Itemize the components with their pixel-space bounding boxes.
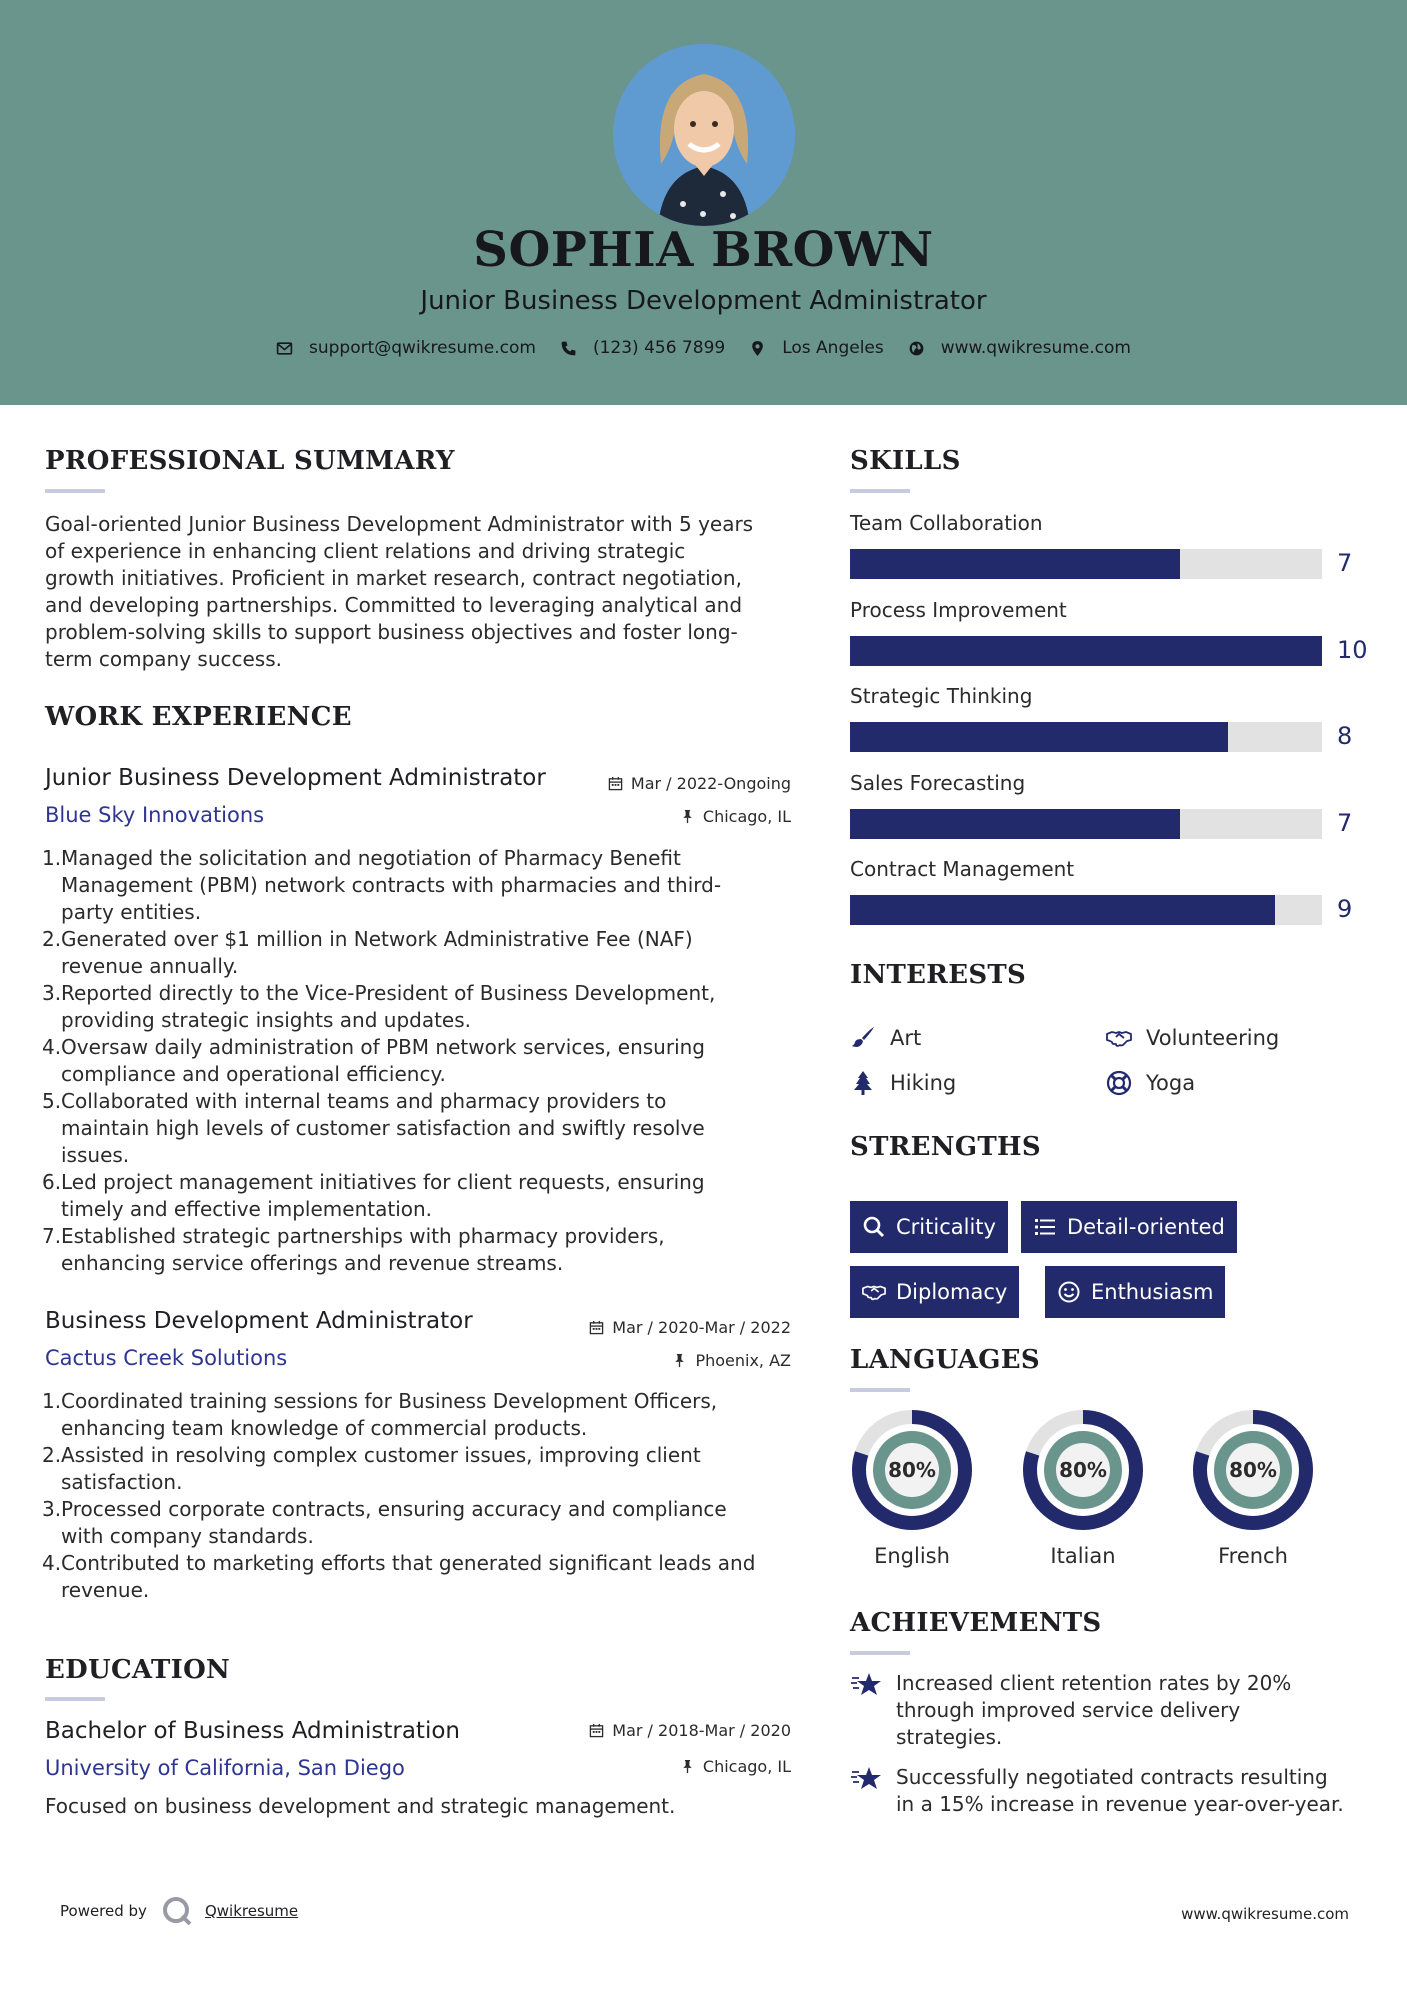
- skill-bar-fill: [850, 809, 1180, 839]
- search-icon: [862, 1215, 886, 1239]
- skill-bar-fill: [850, 636, 1322, 666]
- language-progress-ring: [1021, 1408, 1145, 1532]
- job-location-text: Phoenix, AZ: [695, 1351, 791, 1370]
- skill-value: 8: [1337, 722, 1353, 750]
- skill-bar-track: [850, 809, 1322, 839]
- education-rule: [45, 1697, 105, 1701]
- handshake-icon: [862, 1280, 886, 1304]
- job-location-text: Chicago, IL: [702, 807, 791, 826]
- summary-line: growth initiatives. Proficient in market research, contract negotiation,: [45, 566, 742, 590]
- strengths-heading: STRENGTHS: [850, 1132, 1041, 1162]
- summary-rule: [45, 489, 105, 493]
- skill-bar-track: [850, 636, 1322, 666]
- school-name: University of California, San Diego: [45, 1756, 405, 1780]
- contact-location: [749, 338, 884, 358]
- achievement-line: through improved service delivery: [896, 1698, 1241, 1722]
- language-percent: 80%: [1059, 1458, 1107, 1482]
- pushpin-icon: [672, 1353, 687, 1368]
- job-duties-list: [42, 1388, 802, 1604]
- calendar-icon: [589, 1723, 604, 1738]
- item-line: Oversaw daily administration of PBM network services, ensuring: [61, 1035, 705, 1059]
- job-dates-text: Mar / 2020-Mar / 2022: [612, 1318, 791, 1337]
- degree-title: Bachelor of Business Administration: [45, 1718, 460, 1744]
- footer-powered-by: [60, 1895, 298, 1927]
- skill-value: 7: [1337, 549, 1353, 577]
- skills-rule: [850, 489, 910, 493]
- education-description: Focused on business development and strategic management.: [45, 1794, 676, 1818]
- summary-text: [45, 511, 805, 673]
- lifebuoy-icon: [1106, 1070, 1132, 1096]
- strength-badge-detail-oriented: [1021, 1201, 1237, 1253]
- item-line: Led project management initiatives for client requests, ensuring: [61, 1170, 705, 1194]
- calendar-icon: [608, 776, 623, 791]
- item-number: 7.: [42, 1224, 62, 1248]
- globe-icon: [908, 340, 925, 357]
- contact-phone[interactable]: [560, 338, 725, 358]
- powered-by-text: Powered by: [60, 1902, 147, 1920]
- item-line: revenue.: [61, 1578, 150, 1602]
- profile-photo: [613, 44, 795, 226]
- item-line: with company standards.: [61, 1524, 314, 1548]
- education-dates: [560, 1721, 791, 1740]
- job-dates: [560, 774, 791, 793]
- item-line: Management (PBM) network contracts with pharmacies and third-: [61, 873, 722, 897]
- item-line: Assisted in resolving complex customer issues, improving client: [61, 1443, 701, 1467]
- list-item: [42, 1223, 802, 1277]
- skill-bar-track: [850, 549, 1322, 579]
- skill-bar-track: [850, 895, 1322, 925]
- language-progress-ring: [850, 1408, 974, 1532]
- strength-badge-diplomacy: [850, 1266, 1019, 1318]
- footer-website[interactable]: www.qwikresume.com: [1181, 1905, 1349, 1923]
- pushpin-icon: [680, 1759, 695, 1774]
- list-item: [42, 1169, 802, 1223]
- item-line: compliance and operational efficiency.: [61, 1062, 446, 1086]
- list-item: [42, 1388, 802, 1442]
- item-line: Reported directly to the Vice-President of Business Development,: [61, 981, 716, 1005]
- item-line: issues.: [61, 1143, 130, 1167]
- item-number: 3.: [42, 1497, 62, 1521]
- interest-label: Hiking: [890, 1071, 957, 1095]
- strength-label: Criticality: [896, 1215, 996, 1239]
- education-dates-text: Mar / 2018-Mar / 2020: [612, 1721, 791, 1740]
- item-line: Established strategic partnerships with pharmacy providers,: [61, 1224, 665, 1248]
- item-line: Coordinated training sessions for Business Development Officers,: [61, 1389, 718, 1413]
- job-title: Junior Business Development Administrator: [45, 765, 546, 791]
- education-location-text: Chicago, IL: [702, 1757, 791, 1776]
- job-duties-list: [42, 845, 802, 1277]
- interest-volunteering: [1106, 1025, 1279, 1051]
- achievement-line: Successfully negotiated contracts resulting: [896, 1765, 1328, 1789]
- skill-name: Contract Management: [850, 857, 1075, 881]
- calendar-icon: [589, 1320, 604, 1335]
- job-title: Business Development Administrator: [45, 1308, 473, 1334]
- item-line: Generated over $1 million in Network Administrative Fee (NAF): [61, 927, 693, 951]
- language-name: Italian: [1050, 1544, 1116, 1568]
- strength-badge-criticality: [850, 1201, 1008, 1253]
- item-line: Processed corporate contracts, ensuring accuracy and compliance: [61, 1497, 727, 1521]
- company-name: Cactus Creek Solutions: [45, 1346, 288, 1370]
- tree-icon: [850, 1070, 876, 1096]
- item-number: 1.: [42, 1389, 62, 1413]
- skill-bar-track: [850, 722, 1322, 752]
- paint-brush-icon: [850, 1025, 876, 1051]
- location-text: Los Angeles: [782, 338, 884, 358]
- candidate-name: SOPHIA BROWN: [473, 222, 934, 278]
- brand-link[interactable]: Qwikresume: [204, 1902, 299, 1920]
- phone-text: (123) 456 7899: [592, 338, 726, 358]
- list-item: [42, 1034, 802, 1088]
- website-text: www.qwikresume.com: [940, 338, 1131, 358]
- map-pin-icon: [749, 340, 766, 357]
- item-line: providing strategic insights and updates.: [61, 1008, 472, 1032]
- contact-email[interactable]: [276, 338, 536, 358]
- job-location: [560, 1351, 791, 1370]
- skill-name: Team Collaboration: [850, 511, 1043, 535]
- strength-badge-enthusiasm: [1045, 1266, 1225, 1318]
- skill-name: Process Improvement: [850, 597, 1067, 622]
- item-number: 3.: [42, 981, 62, 1005]
- item-number: 4.: [42, 1551, 62, 1575]
- list-item: [42, 980, 802, 1034]
- skill-value: 10: [1337, 635, 1368, 664]
- skill-bar-fill: [850, 549, 1180, 579]
- summary-heading: PROFESSIONAL SUMMARY: [45, 446, 455, 476]
- summary-line: of experience in enhancing client relations and driving strategic: [45, 539, 686, 563]
- interest-label: Art: [890, 1026, 922, 1050]
- languages-rule: [850, 1388, 910, 1392]
- item-line: maintain high levels of customer satisfaction and swiftly resolve: [61, 1116, 705, 1140]
- item-number: 1.: [42, 846, 62, 870]
- interest-hiking: [850, 1070, 956, 1096]
- education-heading: EDUCATION: [45, 1655, 231, 1685]
- list-icon: [1033, 1215, 1057, 1239]
- experience-heading: WORK EXPERIENCE: [45, 702, 352, 732]
- interest-art: [850, 1025, 921, 1051]
- strength-label: Detail-oriented: [1067, 1215, 1225, 1239]
- skill-bar-fill: [850, 895, 1275, 925]
- language-item: [1021, 1408, 1145, 1568]
- company-name: Blue Sky Innovations: [45, 803, 265, 827]
- achievements-rule: [850, 1651, 910, 1655]
- skill-bar-fill: [850, 722, 1228, 752]
- job-dates-text: Mar / 2022-Ongoing: [630, 774, 791, 793]
- skill-value: 7: [1337, 808, 1353, 837]
- list-item: [42, 1496, 802, 1550]
- item-line: satisfaction.: [61, 1470, 183, 1494]
- language-item: [1191, 1408, 1315, 1568]
- skill-name: Strategic Thinking: [850, 684, 1033, 708]
- language-item: [850, 1408, 974, 1568]
- list-item: [42, 1442, 802, 1496]
- achievement-line: Increased client retention rates by 20%: [896, 1671, 1292, 1695]
- item-line: enhancing team knowledge of commercial products.: [61, 1416, 588, 1440]
- summary-line: and developing partnerships. Committed to leveraging analytical and: [45, 593, 743, 617]
- skills-heading: SKILLS: [850, 446, 961, 476]
- interest-label: Volunteering: [1146, 1026, 1280, 1050]
- summary-line: Goal-oriented Junior Business Development Administrator with 5 years: [45, 512, 754, 536]
- item-number: 4.: [42, 1035, 62, 1059]
- item-number: 2.: [42, 1443, 62, 1467]
- item-number: 2.: [42, 927, 62, 951]
- skill-value: 9: [1337, 895, 1353, 923]
- summary-line: term company success.: [45, 647, 282, 671]
- item-line: party entities.: [61, 900, 202, 924]
- phone-icon: [560, 340, 577, 357]
- qwikresume-logo-icon: [161, 1895, 193, 1927]
- job-location: [560, 807, 791, 826]
- star-award-icon: [850, 1764, 884, 1794]
- contact-website[interactable]: [908, 338, 1131, 358]
- language-progress-ring: [1191, 1408, 1315, 1532]
- handshake-icon: [1106, 1025, 1132, 1051]
- language-percent: 80%: [1229, 1458, 1277, 1482]
- list-item: [42, 1088, 802, 1169]
- language-percent: 80%: [888, 1458, 936, 1482]
- item-number: 5.: [42, 1089, 62, 1113]
- item-line: Collaborated with internal teams and pharmacy providers to: [61, 1089, 667, 1113]
- achievement-item: [850, 1764, 1370, 1818]
- item-number: 6.: [42, 1170, 62, 1194]
- list-item: [42, 845, 802, 926]
- email-text: support@qwikresume.com: [309, 338, 536, 358]
- item-line: Contributed to marketing efforts that generated significant leads and: [61, 1551, 756, 1575]
- language-name: English: [874, 1544, 950, 1568]
- envelope-icon: [276, 340, 293, 357]
- language-name: French: [1218, 1544, 1288, 1568]
- star-award-icon: [850, 1670, 884, 1700]
- strength-label: Diplomacy: [896, 1280, 1008, 1304]
- smile-icon: [1057, 1280, 1081, 1304]
- list-item: [42, 1550, 802, 1604]
- skill-name: Sales Forecasting: [850, 770, 1026, 795]
- strength-label: Enthusiasm: [1091, 1280, 1214, 1304]
- item-line: timely and effective implementation.: [61, 1197, 433, 1221]
- contact-bar: [0, 338, 1407, 358]
- education-location: [560, 1757, 791, 1776]
- item-line: Managed the solicitation and negotiation of Pharmacy Benefit: [61, 846, 681, 870]
- header-banner: [0, 0, 1407, 405]
- interests-heading: INTERESTS: [850, 960, 1027, 990]
- achievements-heading: ACHIEVEMENTS: [850, 1608, 1102, 1638]
- achievement-line: in a 15% increase in revenue year-over-year.: [896, 1792, 1344, 1816]
- achievement-line: strategies.: [896, 1725, 1003, 1749]
- list-item: [42, 926, 802, 980]
- candidate-title: Junior Business Development Administrator: [420, 286, 987, 316]
- job-dates: [560, 1318, 791, 1337]
- languages-heading: LANGUAGES: [850, 1345, 1040, 1375]
- item-line: enhancing service offerings and revenue streams.: [61, 1251, 564, 1275]
- item-line: revenue annually.: [61, 954, 239, 978]
- achievement-item: [850, 1670, 1370, 1751]
- summary-line: problem-solving skills to support business objectives and foster long-: [45, 620, 738, 644]
- interest-label: Yoga: [1146, 1071, 1196, 1095]
- pushpin-icon: [680, 809, 695, 824]
- interest-yoga: [1106, 1070, 1195, 1096]
